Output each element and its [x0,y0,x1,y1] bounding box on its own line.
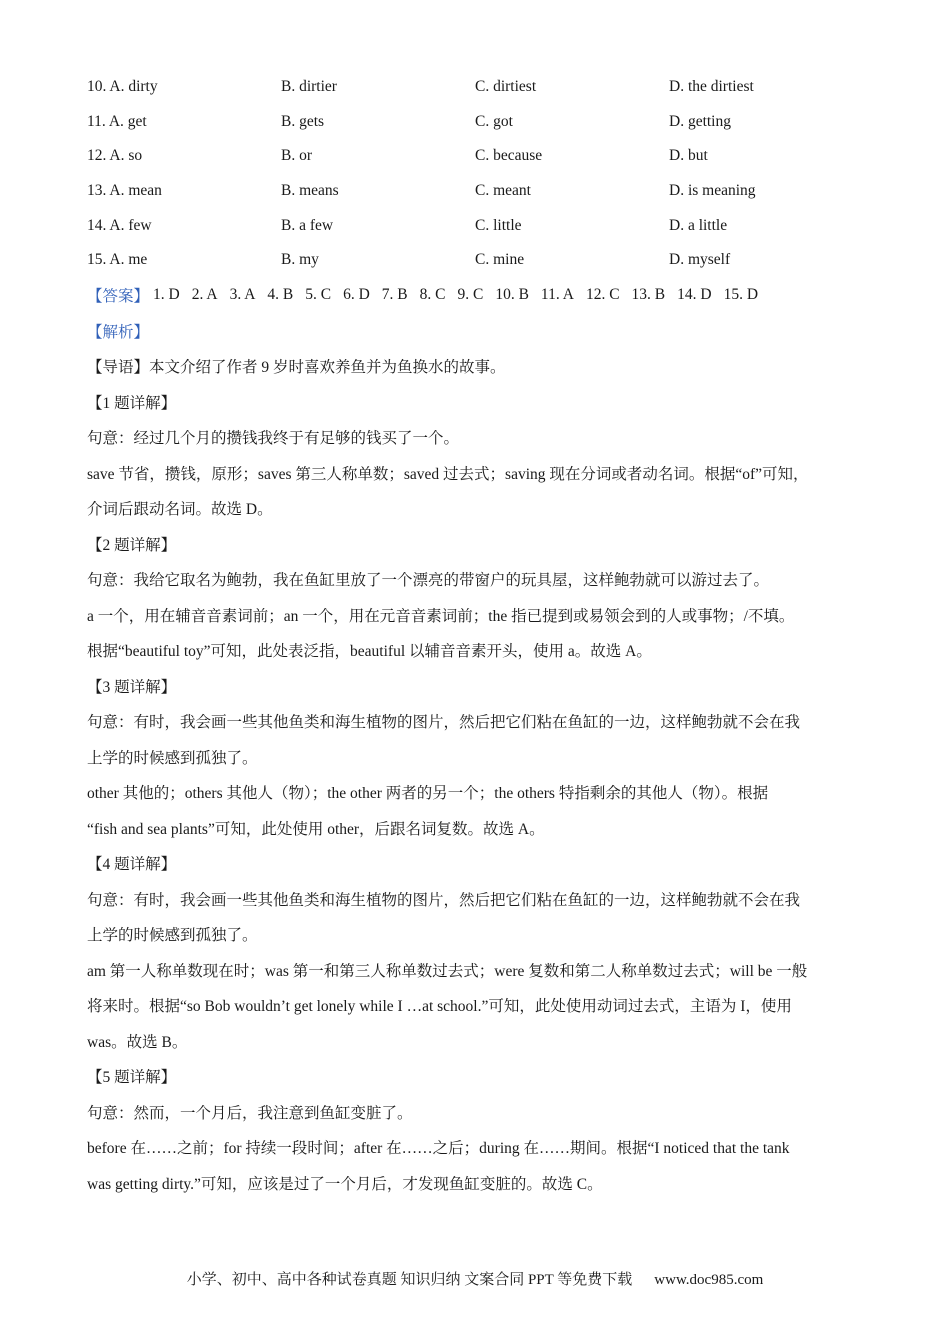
answer-item: 7. B [381,286,408,304]
answer-item: 2. A [191,286,218,304]
option-d: D. a little [669,216,728,234]
options-table [87,70,867,278]
page-footer [0,1268,950,1289]
answer-item: 6. D [343,286,370,304]
text-line: 将来时。根据“so Bob wouldn’t get lonely while I …at school.”可知，此处使用动词过去式，主语为 I，使用 [87,998,792,1016]
option-a: 14. A. few [87,216,152,234]
option-a: 10. A. dirty [87,78,158,96]
answer-item: 3. A [229,286,256,304]
option-a: 11. A. get [87,112,147,130]
section-heading-4: 【4 题详解】 [87,856,177,874]
option-a: 15. A. me [87,251,148,269]
option-c: C. little [475,216,522,234]
option-row-15 [87,243,867,278]
answer-item: 9. C [457,286,484,304]
option-d: D. the dirtiest [669,78,754,96]
text-line: am 第一人称单数现在时；was 第一和第三人称单数过去式；were 复数和第二人称单数过去式；will be 一般 [87,962,808,980]
text-line: 介词后跟动名词。故选 D。 [87,501,273,519]
option-b: B. dirtier [281,78,337,96]
answer-label: 【答案】 [87,288,150,306]
text-line: was getting dirty.”可知，应该是过了一个月后，才发现鱼缸变脏的。故选 C。 [87,1175,603,1193]
answer-item: 15. D [723,286,759,304]
answer-item: 12. C [585,286,620,304]
option-d: D. is meaning [669,182,756,200]
section-heading-5: 【5 题详解】 [87,1069,177,1087]
section-heading-3: 【3 题详解】 [87,678,177,696]
option-b: B. gets [281,112,325,130]
text-line: other 其他的；others 其他人（物）；the other 两者的另一个；the others 特指剩余的其他人（物）。根据 [87,785,769,803]
option-c: C. got [475,112,513,130]
option-row-13 [87,174,867,209]
option-c: C. meant [475,182,531,200]
analysis-label: 【解析】 [87,323,150,341]
text-line: 根据“beautiful toy”可知，此处表泛指，beautiful 以辅音音素开头，使用 a。故选 A。 [87,643,652,661]
option-b: B. means [281,182,339,200]
text-line: a 一个，用在辅音音素词前；an 一个，用在元音音素词前；the 指已提到或易领会到的人或事物；/不填。 [87,607,795,625]
option-b: B. or [281,147,312,165]
answer-item: 13. B [631,286,666,304]
option-b: B. a few [281,216,334,234]
answer-item: 14. D [677,286,712,304]
text-line: 上学的时候感到孤独了。 [87,749,258,767]
option-a: 13. A. mean [87,182,162,200]
section-heading-1: 【1 题详解】 [87,394,177,412]
text-line: “fish and sea plants”可知，此处使用 other，后跟名词复数。故选 A。 [87,820,545,838]
text-line: before 在……之前；for 持续一段时间；after 在……之后；during 在……期间。根据“I noticed that the tank [87,1140,790,1158]
document-body [87,70,867,1201]
option-c: C. mine [475,251,525,269]
answer-item: 5. C [305,286,332,304]
answer-item: 4. B [267,286,294,304]
option-a: 12. A. so [87,147,143,165]
intro-line: 【导语】本文介绍了作者 9 岁时喜欢养鱼并为鱼换水的故事。 [87,359,506,377]
option-d: D. myself [669,251,731,269]
answer-line [87,278,867,314]
answer-item: 10. B [495,286,529,304]
option-b: B. my [281,251,319,269]
text-line: 句意：有时，我会画一些其他鱼类和海生植物的图片，然后把它们粘在鱼缸的一边，这样鲍勃就不会在我 [87,891,801,909]
text-line: 句意：我给它取名为鲍勃，我在鱼缸里放了一个漂亮的带窗户的玩具屋，这样鲍勃就可以游过去了。 [87,572,770,590]
option-c: C. because [475,147,543,165]
answer-item: 11. A [540,286,574,304]
text-line: 句意：有时，我会画一些其他鱼类和海生植物的图片，然后把它们粘在鱼缸的一边，这样鲍勃就不会在我 [87,714,801,732]
answer-item: 1. D [153,286,180,304]
option-row-14 [87,208,867,243]
text-line: 句意：经过几个月的攒钱我终于有足够的钱买了一个。 [87,430,460,448]
footer-text: 小学、初中、高中各种试卷真题 知识归纳 文案合同 PPT 等免费下载 [186,1272,633,1288]
footer-site: www.doc985.com [654,1272,764,1288]
option-row-12 [87,139,867,174]
text-line: was。故选 B。 [87,1033,188,1051]
text-line: 句意：然而，一个月后，我注意到鱼缸变脏了。 [87,1104,413,1122]
option-d: D. but [669,147,708,165]
option-row-11 [87,105,867,140]
option-d: D. getting [669,112,731,130]
text-line: 上学的时候感到孤独了。 [87,927,258,945]
option-row-10 [87,70,867,105]
text-line: save 节省，攒钱，原形；saves 第三人称单数；saved 过去式；saving 现在分词或者动名词。根据“of”可知， [87,465,809,483]
section-heading-2: 【2 题详解】 [87,536,177,554]
option-c: C. dirtiest [475,78,537,96]
answer-item: 8. C [419,286,446,304]
